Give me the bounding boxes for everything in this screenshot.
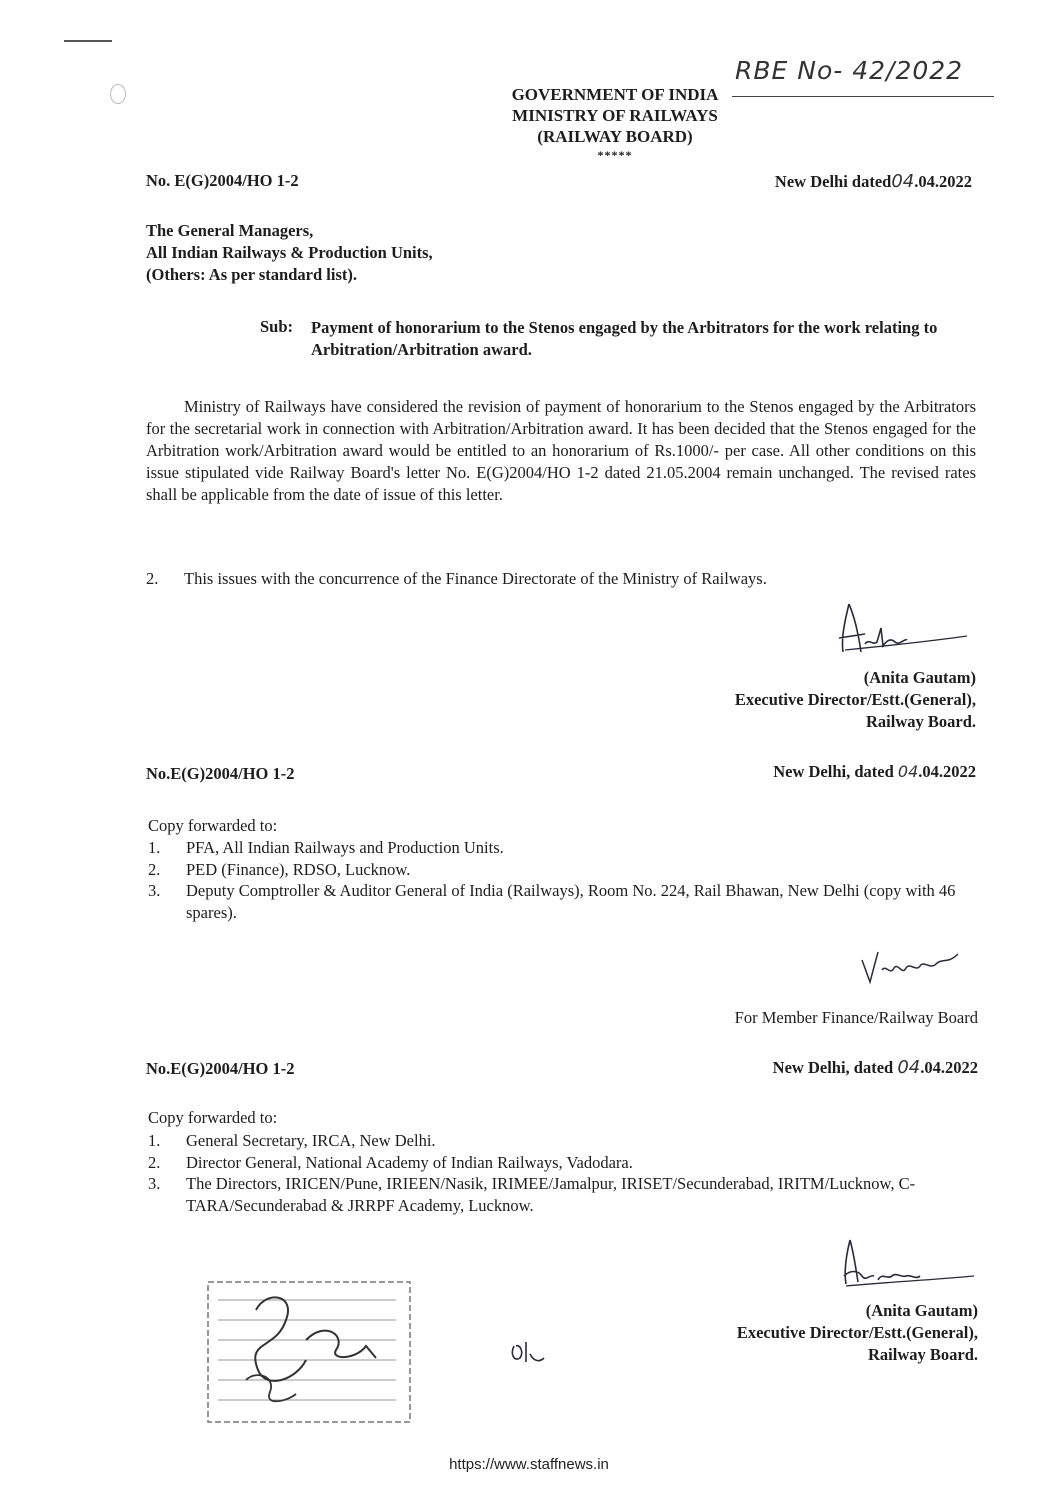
body-paragraph-2 bbox=[146, 568, 976, 590]
signature-1 bbox=[835, 598, 975, 660]
copy1-heading: Copy forwarded to: bbox=[148, 816, 278, 835]
copy2-date-suffix: .04.2022 bbox=[920, 1058, 978, 1077]
list-item: 1. PFA, All Indian Railways and Production Units. bbox=[148, 838, 504, 857]
copy1-handwritten-date: 04 bbox=[897, 762, 919, 781]
signatory-2 bbox=[560, 1300, 978, 1366]
signatory-1-designation: Executive Director/Estt.(General), bbox=[734, 690, 976, 709]
date-prefix: New Delhi dated bbox=[774, 172, 892, 191]
signature-2 bbox=[840, 1236, 980, 1292]
signatory-1 bbox=[560, 667, 976, 733]
handwritten-date: 04 bbox=[891, 171, 915, 192]
signatory-1-office: Railway Board. bbox=[865, 712, 976, 731]
footer-url[interactable]: https://www.staffnews.in bbox=[449, 1456, 609, 1473]
copy1-number: No.E(G)2004/HO 1-2 bbox=[146, 764, 295, 783]
copy2-heading: Copy forwarded to: bbox=[148, 1108, 278, 1127]
list-item: 2. PED (Finance), RDSO, Lucknow. bbox=[148, 859, 411, 879]
copy1-date bbox=[560, 762, 976, 782]
header-line-2: MINISTRY OF RAILWAYS bbox=[512, 106, 718, 125]
signatory-1-name: (Anita Gautam) bbox=[863, 668, 976, 687]
list-item: 2. Director General, National Academy of Indian Railways, Vadodara. bbox=[148, 1152, 633, 1172]
letter-date bbox=[560, 171, 972, 192]
para2-text: This issues with the concurrence of the Finance Directorate of the Ministry of Railways. bbox=[184, 569, 767, 588]
copy1-list bbox=[148, 837, 976, 923]
body-paragraph-1: Ministry of Railways have considered the revision of payment of honorarium to the Stenos engaged by the Arbitrators for the secretarial work in connection with Arbitration/Arbitration award. It has been decided that the Stenos engaged for the Arbitration work/Arbitration award would be entitled to an honorarium of Rs.1000/- per case. All other conditions on this issue stipulated vide Railway Board's letter No. E(G)2004/HO 1-2 dated 21.05.2004 remain unchanged. The revised rates shall be applicable from the date of issue of this letter. bbox=[146, 397, 976, 504]
handwritten-rbe-ref: RBE No- 42/2022 bbox=[735, 56, 964, 85]
copy1-date-suffix: .04.2022 bbox=[918, 762, 976, 781]
copy2-number: No.E(G)2004/HO 1-2 bbox=[146, 1059, 295, 1078]
copy2-handwritten-date: 04 bbox=[897, 1057, 921, 1078]
signed-for-line: For Member Finance/Railway Board bbox=[734, 1008, 978, 1027]
list-item: 1. General Secretary, IRCA, New Delhi. bbox=[148, 1131, 436, 1150]
subject-text: Payment of honorarium to the Stenos engaged by the Arbitrators for the work relating to Arbitration/Arbitration award. bbox=[311, 318, 938, 359]
addressee-line-3: (Others: As per standard list). bbox=[146, 265, 357, 284]
addressee-line-1: The General Managers, bbox=[146, 221, 314, 240]
margin-mark bbox=[64, 40, 112, 42]
addressee-line-2: All Indian Railways & Production Units, bbox=[146, 243, 433, 262]
copy2-date-prefix: New Delhi, dated bbox=[772, 1058, 894, 1077]
signatory-2-office: Railway Board. bbox=[867, 1345, 978, 1364]
copy1-date-prefix: New Delhi, dated bbox=[773, 762, 894, 781]
handwritten-mark bbox=[510, 1340, 546, 1366]
para2-number: 2. bbox=[146, 569, 159, 588]
header-stars: ***** bbox=[597, 148, 633, 162]
header-line-1: GOVERNMENT OF INDIA bbox=[511, 85, 719, 104]
addressee bbox=[146, 220, 433, 286]
date-suffix: .04.2022 bbox=[914, 172, 972, 191]
header-line-3: (RAILWAY BOARD) bbox=[537, 127, 693, 146]
copy2-list bbox=[148, 1130, 976, 1216]
signature-initials bbox=[858, 942, 968, 988]
list-item: 3. Deputy Comptroller & Auditor General of India (Railways), Room No. 224, Rail Bhawan, New Delhi (copy with 46 spares). bbox=[148, 881, 956, 922]
subject-label: Sub: bbox=[260, 317, 294, 336]
signatory-2-name: (Anita Gautam) bbox=[865, 1301, 978, 1320]
copy2-date bbox=[560, 1057, 978, 1078]
margin-mark bbox=[110, 84, 126, 104]
dispatch-stamp bbox=[206, 1280, 412, 1426]
rbe-underline bbox=[732, 96, 994, 97]
signatory-2-designation: Executive Director/Estt.(General), bbox=[736, 1323, 978, 1342]
letter-number: No. E(G)2004/HO 1-2 bbox=[146, 171, 299, 190]
list-item: 3. The Directors, IRICEN/Pune, IRIEEN/Nasik, IRIMEE/Jamalpur, IRISET/Secunderabad, IRITM/Lucknow, C-TARA/Secunderabad & JRRPF Academy, Lucknow. bbox=[148, 1174, 916, 1215]
